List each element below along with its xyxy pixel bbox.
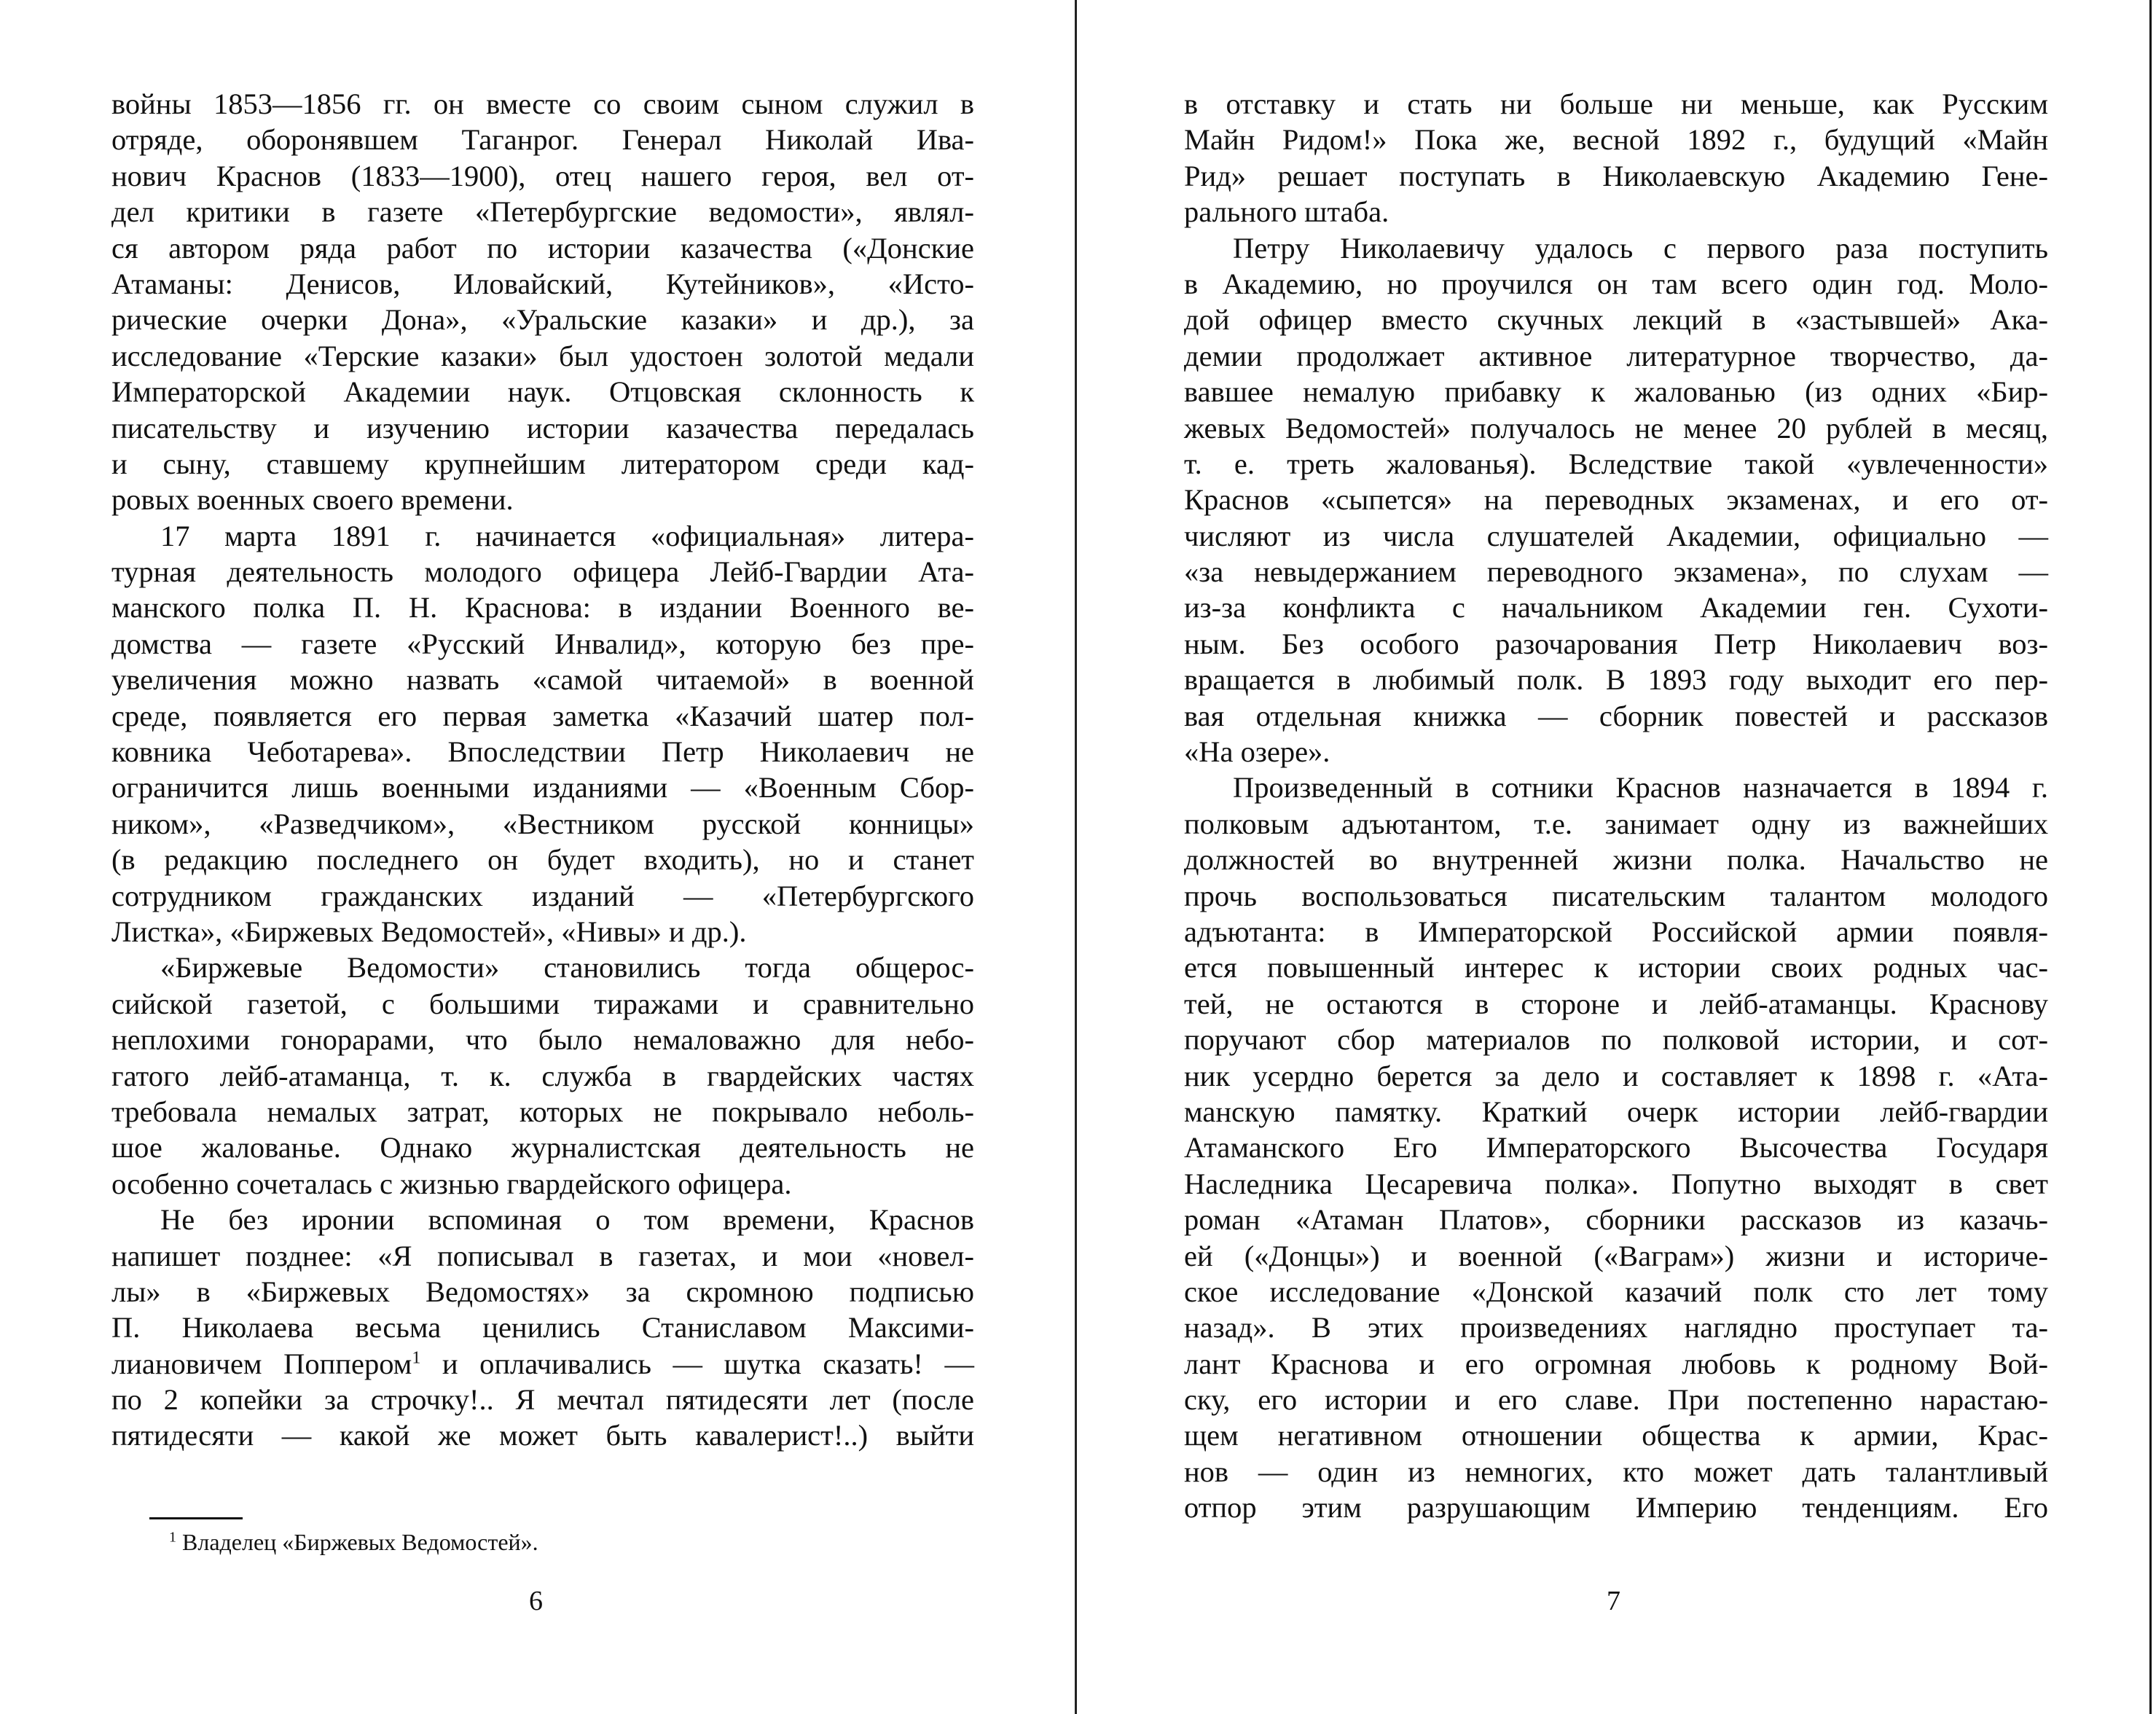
text-line: напишет позднее: «Я пописывал в газетах, и мои «новел- [111, 1239, 974, 1272]
text-line: числяют из числа слушателей Академии, официально — [1184, 519, 2048, 552]
text-line: писательству и изучению истории казачества передалась [111, 411, 974, 445]
text-line: Императорской Академии наук. Отцовская склонность к [111, 375, 974, 409]
text-line: рические очерки Дона», «Уральские казаки» и др.), за [111, 303, 974, 337]
text-line: манского полка П. Н. Краснова: в издании Военного ве- [111, 591, 974, 625]
text-line: адъютанта: в Императорской Российской армии появля- [1184, 915, 2048, 948]
footnote-text: Владелец «Биржевых Ведомостей». [176, 1529, 538, 1555]
text-line: в Академию, но проучился он там всего один год. Моло- [1184, 267, 2048, 300]
text-line: поручают сбор материалов по полковой истории, и сот- [1184, 1023, 2048, 1057]
footnote-marker: 1 [169, 1529, 176, 1546]
text-line: ску, его истории и его славе. При постепенно нарастаю- [1184, 1383, 2048, 1417]
text-line: ником», «Разведчиком», «Вестником русской конницы» [111, 807, 974, 840]
text-line: манскую памятку. Краткий очерк истории лейб-гвардии [1184, 1095, 2048, 1128]
text-line: нович Краснов (1833—1900), отец нашего героя, вел от- [111, 159, 974, 192]
footnote-rule [149, 1517, 243, 1519]
text-line: домства — газете «Русский Инвалид», которую без пре- [111, 627, 974, 660]
text-line: ское исследование «Донской казачий полк сто лет тому [1184, 1275, 2048, 1308]
text-line: и сыну, ставшему крупнейшим литератором среди кад- [111, 447, 974, 480]
text-line: гатого лейб-атаманца, т. к. служба в гвардейских частях [111, 1059, 974, 1092]
right-page-text [1184, 86, 2048, 1526]
text-line: ровых военных своего времени. [111, 483, 514, 517]
text-line: Атаманского Его Императорского Высочества Государя [1184, 1131, 2048, 1165]
text-line: тей, не остаются в стороне и лейб-атаманцы. Краснову [1184, 987, 2048, 1020]
text-line: ей («Донцы») и военной («Ваграм») жизни и историче- [1184, 1239, 2048, 1272]
text-line: вращается в любимый полк. В 1893 году выходит его пер- [1184, 663, 2048, 697]
text-line: ся автором ряда работ по истории казачества («Донские [111, 231, 974, 265]
text-line: отпор этим разрушающим Империю тенденциям. Его [1184, 1491, 2048, 1525]
text-line: должностей во внутренней жизни полка. Начальство не [1184, 843, 2048, 877]
text-line: ется повышенный интерес к истории своих родных час- [1184, 951, 2048, 985]
text-line: Атаманы: Денисов, Иловайский, Кутейников», «Исто- [111, 267, 974, 300]
text-line: ник усердно берется за дело и составляет к 1898 г. «Ата- [1184, 1059, 2048, 1092]
page-number-right: 7 [1607, 1586, 1620, 1616]
footnote [169, 1529, 538, 1556]
text-line: ным. Без особого разочарования Петр Николаевич воз- [1184, 627, 2048, 660]
text-line: требовала немалых затрат, которых не покрывало неболь- [111, 1095, 974, 1128]
text-line: полковым адъютантом, т.е. занимает одну из важнейших [1184, 807, 2048, 840]
text-line: ковника Чеботарева». Впоследствии Петр Николаевич не [111, 735, 974, 769]
text-line: Не без иронии вспоминая о том времени, Краснов [160, 1203, 974, 1237]
text-line: вая отдельная книжка — сборник повестей и рассказов [1184, 699, 2048, 732]
text-line: роман «Атаман Платов», сборники рассказов из казачь- [1184, 1203, 2048, 1237]
text-line: прочь воспользоваться писательским талантом молодого [1184, 879, 2048, 912]
text-line: т. е. треть жалованья). Вследствие такой «увлеченности» [1184, 447, 2048, 480]
text-line: Петру Николаевичу удалось с первого раза поступить [1233, 231, 2048, 265]
text-line: шое жалованье. Однако журналистская деятельность не [111, 1131, 974, 1165]
text-line: 17 марта 1891 г. начинается «официальная» литера- [160, 519, 974, 552]
text-line: пятидесяти — какой же может быть кавалерист!..) выйти [111, 1419, 974, 1452]
text-line: ограничится лишь военными изданиями — «Военным Сбор- [111, 771, 974, 805]
text-line: Листка», «Биржевых Ведомостей», «Нивы» и др.). [111, 915, 747, 948]
text-line: (в редакцию последнего он будет входить), но и станет [111, 843, 974, 877]
text-line: сийской газетой, с большими тиражами и сравнительно [111, 987, 974, 1020]
text-line: Наследника Цесаревича полка». Попутно выходят в свет [1184, 1167, 2048, 1200]
text-line: рального штаба. [1184, 195, 1389, 229]
text-line: турная деятельность молодого офицера Лейб-Гвардии Ата- [111, 555, 974, 589]
page-number-left: 6 [529, 1586, 543, 1616]
text-line: демии продолжает активное литературное творчество, да- [1184, 339, 2048, 372]
text-line: дой офицер вместо скучных лекций в «застывшей» Ака- [1184, 303, 2048, 337]
text-line [111, 1346, 974, 1382]
text-line-part: и оплачивались — шутка сказать! — [420, 1347, 974, 1380]
text-line: П. Николаева весьма ценились Станиславом Максими- [111, 1311, 974, 1345]
text-line: лант Краснова и его огромная любовь к родному Вой- [1184, 1347, 2048, 1380]
book-gutter-line [1075, 0, 1077, 1714]
text-line: Майн Ридом!» Пока же, весной 1892 г., будущий «Майн [1184, 123, 2048, 157]
text-line: вавшее немалую прибавку к жалованью (из одних «Бир- [1184, 375, 2048, 409]
text-line: жевых Ведомостей» получалось не менее 20 рублей в месяц, [1184, 411, 2048, 445]
left-page-text [111, 86, 974, 1454]
text-line: назад». В этих произведениях наглядно проступает та- [1184, 1311, 2048, 1345]
text-line: Рид» решает поступать в Николаевскую Академию Гене- [1184, 159, 2048, 192]
text-line: лы» в «Биржевых Ведомостях» за скромною подписью [111, 1275, 974, 1308]
text-line: исследование «Терские казаки» был удостоен золотой медали [111, 339, 974, 372]
text-line: в отставку и стать ни больше ни меньше, как Русским [1184, 87, 2048, 120]
text-line: отряде, оборонявшем Таганрог. Генерал Николай Ива- [111, 123, 974, 157]
text-line: щем негативном отношении общества к армии, Крас- [1184, 1419, 2048, 1452]
text-line: неплохими гонорарами, что было немаловажно для небо- [111, 1023, 974, 1057]
text-line: нов — один из немногих, кто может дать талантливый [1184, 1455, 2048, 1488]
text-line: по 2 копейки за строчку!.. Я мечтал пятидесяти лет (после [111, 1383, 974, 1417]
text-line: увеличения можно назвать «самой читаемой» в военной [111, 663, 974, 697]
text-line: из-за конфликта с начальником Академии ген. Сухоти- [1184, 591, 2048, 625]
text-line: «за невыдержанием переводного экзамена», по слухам — [1184, 555, 2048, 589]
text-line-part: лиановичем Поппером [111, 1347, 412, 1380]
text-line: дел критики в газете «Петербургские ведомости», являл- [111, 195, 974, 229]
text-line: сотрудником гражданских изданий — «Петербургского [111, 879, 974, 912]
text-line: войны 1853—1856 гг. он вместе со своим сыном служил в [111, 87, 974, 120]
page-edge-line [2149, 0, 2152, 1714]
text-line: среде, появляется его первая заметка «Казачий шатер пол- [111, 699, 974, 732]
footnote-reference: 1 [412, 1348, 421, 1368]
text-line: Краснов «сыпется» на переводных экзаменах, и его от- [1184, 483, 2048, 517]
text-line: Произведенный в сотники Краснов назначается в 1894 г. [1233, 771, 2048, 805]
text-line: особенно сочеталась с жизнью гвардейского офицера. [111, 1167, 792, 1200]
text-line: «На озере». [1184, 735, 1330, 769]
text-line: «Биржевые Ведомости» становились тогда общерос- [160, 951, 974, 985]
